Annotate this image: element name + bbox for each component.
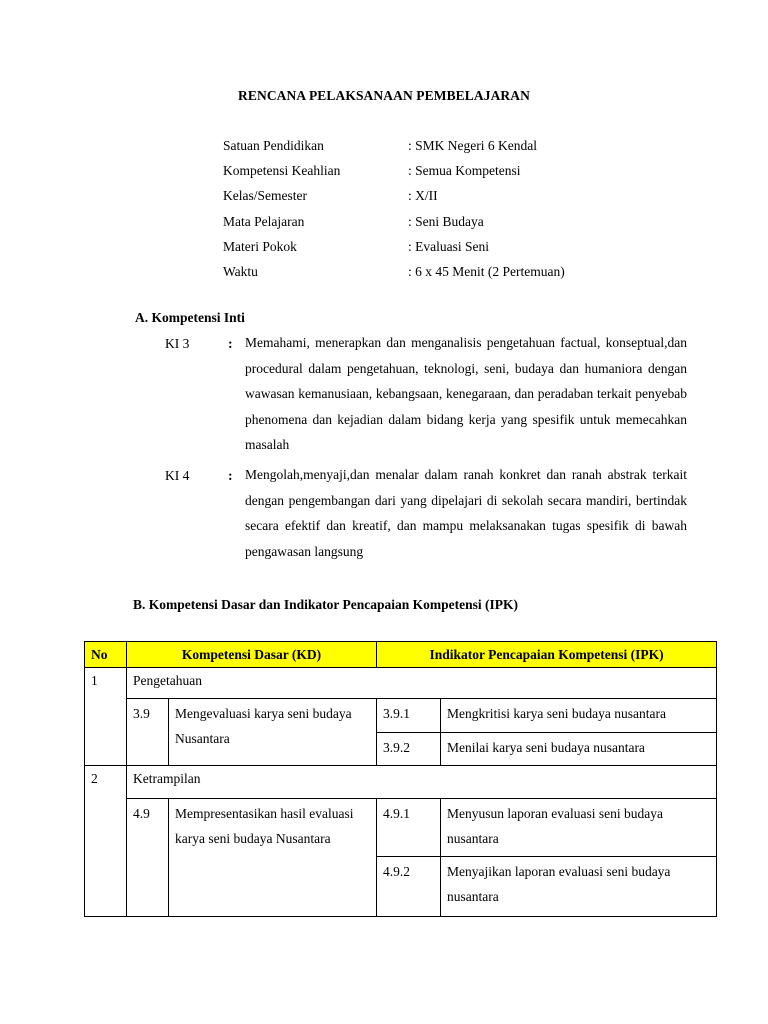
table-row [85, 766, 717, 799]
identity-label: Kelas/Semester [223, 188, 307, 203]
kd-ipk-table [84, 641, 717, 917]
table-row [85, 668, 717, 699]
kd-code: 4.9 [127, 798, 169, 916]
ipk-code: 3.9.1 [377, 699, 441, 733]
identity-label: Materi Pokok [223, 239, 297, 254]
group-no: 2 [85, 766, 127, 917]
identity-value: : Evaluasi Seni [408, 239, 489, 254]
section-b-heading: B. Kompetensi Dasar dan Indikator Pencapaian Kompetensi (IPK) [133, 597, 519, 612]
table-row [85, 798, 717, 856]
identity-label: Satuan Pendidikan [223, 138, 324, 153]
kd-text: Mengevaluasi karya seni budaya Nusantara [169, 699, 377, 766]
identity-label: Waktu [223, 264, 258, 279]
ipk-code: 3.9.2 [377, 732, 441, 766]
identity-label: Kompetensi Keahlian [223, 163, 341, 178]
identity-value: : 6 x 45 Menit (2 Pertemuan) [408, 264, 565, 279]
table-row [85, 699, 717, 733]
kd-text: Mempresentasikan hasil evaluasi karya seni budaya Nusantara [169, 798, 377, 916]
page-title: RENCANA PELAKSANAAN PEMBELAJARAN [238, 88, 530, 103]
header-no: No [85, 642, 127, 668]
ipk-code: 4.9.1 [377, 798, 441, 856]
group-name: Pengetahuan [127, 668, 717, 699]
ipk-text: Mengkritisi karya seni budaya nusantara [441, 699, 717, 733]
table-header-row [85, 642, 717, 668]
ki-text: Memahami, menerapkan dan menganalisis pengetahuan factual, konseptual,dan procedural dalam pengetahuan, teknologi, seni, budaya dan humaniora dengan wawasan kemanusiaan, kebangsaan, kenegaraan, dan peradaban terkait penyebab phenomena dan kejadian dalam bidang kerja yang spesifik untuk memecahkan masalah [245, 335, 687, 452]
identity-value: : X/II [408, 188, 438, 203]
ipk-text: Menyusun laporan evaluasi seni budaya nusantara [441, 798, 717, 856]
section-a-heading: A. Kompetensi Inti [135, 310, 245, 325]
group-no: 1 [85, 668, 127, 766]
ipk-code: 4.9.2 [377, 856, 441, 916]
ipk-text: Menyajikan laporan evaluasi seni budaya nusantara [441, 856, 717, 916]
identity-value: : Seni Budaya [408, 214, 484, 229]
ki-code: KI 4 [165, 468, 190, 483]
header-ipk: Indikator Pencapaian Kompetensi (IPK) [377, 642, 717, 668]
ki-code: KI 3 [165, 336, 190, 351]
kd-code: 3.9 [127, 699, 169, 766]
group-name: Ketrampilan [127, 766, 717, 799]
ki-colon: : [228, 337, 233, 352]
identity-label: Mata Pelajaran [223, 214, 305, 229]
header-kd: Kompetensi Dasar (KD) [127, 642, 377, 668]
ipk-text: Menilai karya seni budaya nusantara [441, 732, 717, 766]
identity-value: : Semua Kompetensi [408, 163, 521, 178]
identity-value: : SMK Negeri 6 Kendal [408, 138, 537, 153]
ki-text: Mengolah,menyaji,dan menalar dalam ranah konkret dan ranah abstrak terkait dengan pengembangan dari yang dipelajari di sekolah secara mandiri, bertindak secara efektif dan kreatif, dan mampu melaksanakan tugas spesifik di bawah pengawasan langsung [245, 467, 687, 559]
ki-colon: : [228, 469, 233, 484]
